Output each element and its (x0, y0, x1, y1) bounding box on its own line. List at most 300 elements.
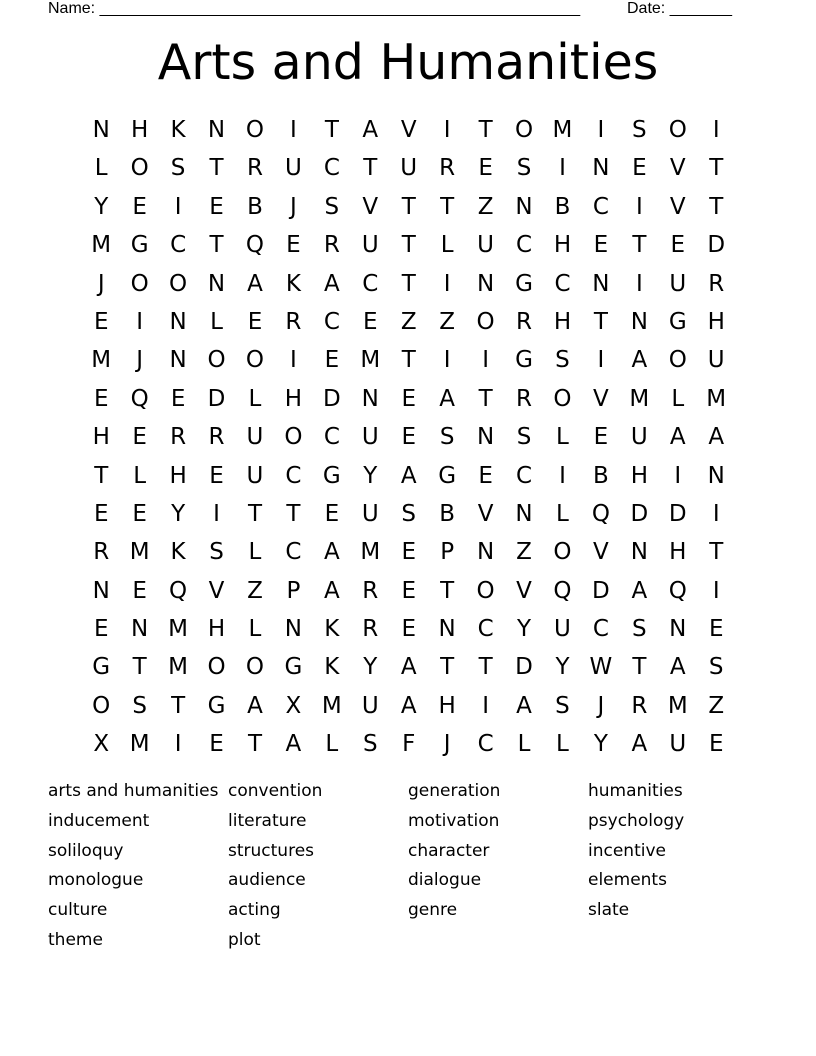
grid-letter: A (323, 577, 340, 604)
grid-letter: C (362, 270, 379, 297)
grid-letter: I (443, 117, 451, 143)
grid-letter: O (553, 385, 572, 412)
grid-letter: Q (245, 232, 265, 259)
grid-letter: L (517, 731, 531, 758)
grid-letter: Z (516, 539, 532, 566)
grid-letter: N (361, 385, 379, 412)
grid-letter: E (670, 232, 686, 259)
grid-letter: O (169, 270, 188, 297)
grid-letter: Z (708, 692, 725, 719)
grid-letter: R (208, 424, 225, 451)
grid-letter: D (630, 500, 649, 527)
grid-letter: J (443, 731, 451, 758)
grid-letter: E (632, 155, 647, 182)
grid-letter: C (477, 731, 494, 758)
grid-letter: T (401, 270, 416, 297)
grid-letter: L (210, 308, 223, 335)
grid-letter: T (632, 654, 647, 681)
grid-letter: L (556, 731, 569, 758)
grid-letter: G (668, 308, 687, 335)
grid-letter: B (439, 500, 456, 527)
grid-letter: T (209, 232, 224, 259)
grid-letter: G (322, 462, 341, 489)
grid-letter: D (668, 500, 687, 527)
grid-letter: V (593, 539, 609, 566)
grid-letter: D (322, 385, 341, 412)
word-bank-item: inducement (48, 810, 150, 831)
grid-letter: U (630, 424, 648, 451)
grid-letter: E (132, 193, 147, 220)
grid-row (82, 572, 735, 610)
grid-letter: D (592, 577, 610, 604)
grid-letter: F (402, 731, 416, 758)
grid-row (82, 495, 735, 533)
grid-letter: S (170, 155, 186, 182)
grid-letter: H (553, 232, 572, 259)
grid-letter: E (132, 424, 147, 451)
grid-letter: E (93, 616, 109, 643)
grid-letter: A (247, 270, 263, 297)
grid-letter: N (169, 308, 187, 335)
grid-letter: G (130, 232, 149, 259)
grid-letter: O (245, 117, 265, 143)
grid-letter: A (631, 577, 648, 604)
grid-letter: N (592, 270, 610, 297)
grid-letter: W (589, 654, 613, 681)
grid-letter: I (174, 193, 182, 220)
grid-letter: C (285, 539, 302, 566)
grid-letter: R (708, 270, 725, 297)
grid-letter: M (552, 117, 573, 143)
grid-letter: E (593, 232, 609, 259)
grid-letter: N (284, 616, 303, 643)
grid-letter: Q (169, 577, 188, 604)
grid-letter: A (323, 270, 340, 297)
grid-letter: Q (553, 577, 572, 604)
grid-letter: Q (130, 385, 149, 412)
grid-letter: G (515, 270, 533, 297)
grid-letter: E (324, 500, 340, 527)
grid-letter: E (401, 539, 416, 566)
grid-letter: K (285, 270, 301, 297)
grid-letter: U (707, 347, 725, 374)
grid-letter: H (92, 424, 110, 451)
grid-letter: C (323, 424, 340, 451)
grid-letter: N (438, 616, 456, 643)
grid-row (82, 111, 735, 149)
grid-letter: N (207, 117, 226, 143)
word-bank-item: incentive (588, 840, 666, 861)
grid-letter: R (93, 539, 110, 566)
grid-row (82, 687, 735, 725)
grid-letter: I (635, 270, 643, 297)
grid-letter: U (400, 155, 418, 182)
grid-letter: A (669, 424, 686, 451)
grid-letter: I (290, 347, 297, 374)
grid-letter: M (360, 539, 381, 566)
grid-letter: L (556, 500, 569, 527)
grid-letter: G (438, 462, 457, 489)
word-bank-item: convention (228, 781, 323, 801)
grid-letter: S (401, 500, 417, 527)
word-bank-item: plot (228, 930, 261, 950)
grid-letter: M (91, 232, 112, 259)
grid-letter: G (284, 654, 303, 681)
grid-letter: O (245, 347, 265, 374)
grid-letter: M (168, 616, 189, 643)
grid-letter: R (362, 577, 379, 604)
grid-letter: U (361, 232, 379, 259)
word-bank-item: monologue (48, 870, 144, 891)
grid-letter: N (707, 462, 725, 489)
grid-letter: S (632, 616, 647, 643)
grid-letter: A (708, 424, 725, 451)
grid-letter: N (630, 308, 648, 335)
grid-letter: T (709, 539, 724, 566)
grid-letter: M (168, 654, 189, 681)
grid-letter: I (482, 692, 489, 719)
grid-letter: H (169, 462, 187, 489)
grid-letter: O (668, 347, 687, 374)
grid-letter: T (247, 500, 262, 527)
grid-letter: R (516, 385, 533, 412)
grid-letter: R (516, 308, 533, 335)
grid-letter: N (515, 193, 533, 220)
grid-letter: R (362, 616, 379, 643)
word-bank-item: slate (588, 900, 630, 921)
grid-letter: I (174, 731, 182, 758)
grid-letter: V (362, 193, 379, 220)
grid-letter: A (362, 117, 379, 143)
grid-letter: E (708, 616, 724, 643)
grid-letter: Y (94, 193, 109, 220)
grid-letter: R (285, 308, 302, 335)
grid-letter: O (207, 654, 226, 681)
word-bank-item: character (408, 840, 490, 861)
grid-letter: S (708, 654, 724, 681)
grid-letter: L (248, 539, 262, 566)
grid-letter: T (132, 654, 147, 681)
grid-letter: C (323, 308, 340, 335)
grid-letter: D (207, 385, 226, 412)
grid-letter: Z (400, 308, 417, 335)
grid-letter: I (559, 155, 566, 182)
grid-letter: X (93, 731, 110, 758)
grid-letter: K (324, 654, 340, 681)
grid-letter: S (209, 539, 224, 566)
grid-letter: P (286, 577, 301, 604)
grid-letter: B (247, 193, 263, 220)
grid-letter: V (593, 385, 609, 412)
letter-grid (82, 111, 735, 764)
grid-letter: S (555, 692, 570, 719)
grid-letter: S (555, 347, 570, 374)
grid-letter: E (401, 424, 416, 451)
grid-letter: A (400, 692, 417, 719)
grid-letter: H (284, 385, 303, 412)
grid-letter: Y (593, 731, 608, 758)
grid-letter: C (477, 616, 494, 643)
grid-letter: B (593, 462, 609, 489)
word-bank-item: psychology (588, 810, 685, 831)
grid-letter: U (361, 424, 379, 451)
grid-letter: G (515, 347, 533, 374)
grid-letter: S (632, 117, 647, 143)
grid-letter: M (629, 385, 650, 412)
grid-letter: A (400, 462, 417, 489)
grid-letter: A (631, 731, 648, 758)
grid-letter: D (515, 654, 533, 681)
grid-letter: K (170, 117, 186, 143)
grid-letter: Y (363, 654, 378, 681)
grid-row (82, 188, 735, 226)
grid-row (82, 303, 735, 341)
header (48, 0, 748, 18)
grid-letter: O (476, 308, 495, 335)
grid-row (82, 610, 735, 648)
word-bank-item: theme (48, 930, 103, 950)
word-bank-item: culture (48, 900, 108, 921)
grid-letter: U (477, 232, 495, 259)
grid-letter: I (635, 193, 643, 220)
grid-letter: U (246, 462, 264, 489)
grid-letter: N (515, 500, 533, 527)
grid-letter: T (363, 155, 378, 182)
grid-letter: O (130, 270, 149, 297)
grid-letter: C (592, 616, 609, 643)
grid-letter: T (401, 232, 416, 259)
grid-letter: T (478, 385, 493, 412)
grid-letter: M (706, 385, 727, 412)
grid-letter: Z (477, 193, 494, 220)
grid-letter: N (669, 616, 687, 643)
grid-letter: T (632, 232, 647, 259)
grid-letter: N (476, 270, 495, 297)
grid-letter: T (593, 308, 608, 335)
grid-letter: A (669, 654, 686, 681)
grid-letter: V (477, 500, 494, 527)
grid-letter: I (597, 117, 605, 143)
grid-letter: I (712, 117, 720, 143)
grid-letter: I (559, 462, 566, 489)
grid-letter: R (323, 232, 340, 259)
grid-letter: J (597, 692, 605, 719)
grid-letter: V (516, 577, 532, 604)
grid-letter: I (712, 500, 720, 527)
grid-letter: U (246, 424, 264, 451)
grid-letter: E (478, 462, 493, 489)
grid-letter: E (132, 577, 147, 604)
grid-letter: H (630, 462, 648, 489)
grid-letter: S (324, 193, 340, 220)
grid-letter: T (324, 117, 339, 143)
grid-letter: O (92, 692, 111, 719)
grid-row (82, 533, 735, 571)
grid-letter: E (93, 308, 109, 335)
grid-letter: C (516, 232, 533, 259)
grid-letter: Y (517, 616, 532, 643)
grid-letter: N (92, 117, 110, 143)
word-bank-item: generation (408, 781, 501, 801)
grid-letter: E (209, 193, 224, 220)
grid-letter: Z (439, 308, 456, 335)
word-bank-item: audience (228, 870, 306, 891)
grid-letter: I (136, 308, 144, 335)
name-field: Name: ______________________________________________________ (48, 0, 581, 17)
grid-letter: H (207, 616, 226, 643)
grid-letter: M (129, 539, 150, 566)
grid-letter: C (592, 193, 609, 220)
grid-letter: N (92, 577, 110, 604)
grid-row (82, 725, 735, 763)
grid-row (82, 226, 735, 264)
word-bank-item: elements (588, 870, 667, 891)
grid-letter: E (401, 577, 416, 604)
grid-letter: L (671, 385, 685, 412)
grid-letter: E (401, 385, 416, 412)
grid-letter: V (669, 193, 686, 220)
grid-letter: S (132, 692, 147, 719)
grid-letter: E (593, 424, 609, 451)
grid-row (82, 265, 735, 303)
grid-letter: O (130, 155, 149, 182)
grid-letter: E (363, 308, 378, 335)
grid-letter: N (169, 347, 187, 374)
grid-letter: E (93, 500, 109, 527)
grid-letter: Q (668, 577, 687, 604)
grid-row (82, 380, 735, 418)
grid-letter: Y (555, 654, 570, 681)
grid-letter: U (361, 692, 379, 719)
grid-letter: J (136, 347, 144, 374)
grid-row (82, 457, 735, 495)
grid-row (82, 418, 735, 456)
grid-letter: T (94, 462, 109, 489)
grid-letter: O (245, 654, 265, 681)
grid-letter: M (321, 692, 342, 719)
grid-letter: A (400, 654, 417, 681)
grid-letter: L (248, 616, 262, 643)
grid-letter: T (440, 577, 455, 604)
grid-row (82, 648, 735, 686)
grid-letter: E (132, 500, 147, 527)
grid-letter: E (708, 731, 724, 758)
grid-letter: X (285, 692, 302, 719)
grid-letter: R (439, 155, 456, 182)
grid-letter: T (478, 654, 493, 681)
grid-letter: C (516, 462, 533, 489)
grid-letter: T (286, 500, 301, 527)
grid-letter: C (170, 232, 187, 259)
grid-letter: A (631, 347, 648, 374)
grid-letter: L (325, 731, 339, 758)
grid-letter: O (668, 117, 687, 143)
grid-letter: I (213, 500, 220, 527)
grid-letter: S (516, 424, 532, 451)
grid-letter: C (285, 462, 302, 489)
word-bank-item: literature (228, 810, 307, 831)
grid-letter: T (709, 193, 724, 220)
grid-letter: I (482, 347, 489, 374)
grid-letter: L (133, 462, 147, 489)
grid-letter: L (94, 155, 108, 182)
grid-letter: O (476, 577, 495, 604)
grid-letter: M (129, 731, 150, 758)
grid-letter: I (443, 270, 451, 297)
grid-letter: G (207, 692, 226, 719)
grid-letter: T (440, 654, 455, 681)
grid-letter: I (290, 117, 297, 143)
grid-letter: R (631, 692, 648, 719)
grid-letter: U (361, 500, 379, 527)
word-bank-item: soliloquy (48, 840, 124, 861)
grid-letter: I (674, 462, 682, 489)
grid-letter: H (131, 117, 149, 143)
grid-letter: V (400, 117, 417, 143)
grid-letter: B (554, 193, 571, 220)
grid-row (82, 341, 735, 379)
grid-letter: E (324, 347, 340, 374)
grid-letter: E (209, 731, 224, 758)
grid-letter: M (91, 347, 112, 374)
grid-letter: J (290, 193, 297, 220)
grid-letter: S (362, 731, 378, 758)
grid-letter: C (554, 270, 571, 297)
grid-letter: M (667, 692, 688, 719)
grid-letter: A (439, 385, 456, 412)
grid-letter: Y (363, 462, 378, 489)
grid-letter: D (707, 232, 726, 259)
grid-letter: L (440, 232, 454, 259)
grid-letter: H (669, 539, 687, 566)
grid-letter: E (478, 155, 493, 182)
grid-letter: U (669, 270, 687, 297)
grid-letter: M (360, 347, 381, 374)
grid-letter: O (284, 424, 303, 451)
grid-letter: U (554, 616, 571, 643)
word-bank-item: dialogue (408, 870, 482, 891)
grid-letter: J (97, 270, 105, 297)
word-bank-item: arts and humanities (48, 781, 219, 801)
grid-letter: T (478, 117, 493, 143)
grid-letter: H (553, 308, 572, 335)
grid-letter: S (439, 424, 455, 451)
grid-letter: R (246, 155, 263, 182)
grid-letter: U (669, 731, 687, 758)
grid-letter: V (669, 155, 686, 182)
grid-letter: K (170, 539, 186, 566)
word-bank-item: structures (228, 840, 315, 861)
grid-letter: K (324, 616, 340, 643)
grid-letter: H (707, 308, 725, 335)
word-bank-item: acting (228, 900, 281, 921)
grid-letter: A (516, 692, 532, 719)
grid-letter: G (92, 654, 111, 681)
grid-letter: Q (591, 500, 610, 527)
grid-letter: P (440, 539, 455, 566)
grid-letter: N (207, 270, 226, 297)
grid-letter: R (170, 424, 187, 451)
grid-letter: U (284, 155, 302, 182)
grid-letter: E (247, 308, 263, 335)
grid-letter: E (93, 385, 109, 412)
grid-letter: T (401, 347, 416, 374)
grid-letter: E (170, 385, 186, 412)
grid-letter: N (630, 539, 648, 566)
grid-row (82, 149, 735, 187)
grid-letter: T (709, 155, 724, 182)
grid-letter: A (285, 731, 302, 758)
